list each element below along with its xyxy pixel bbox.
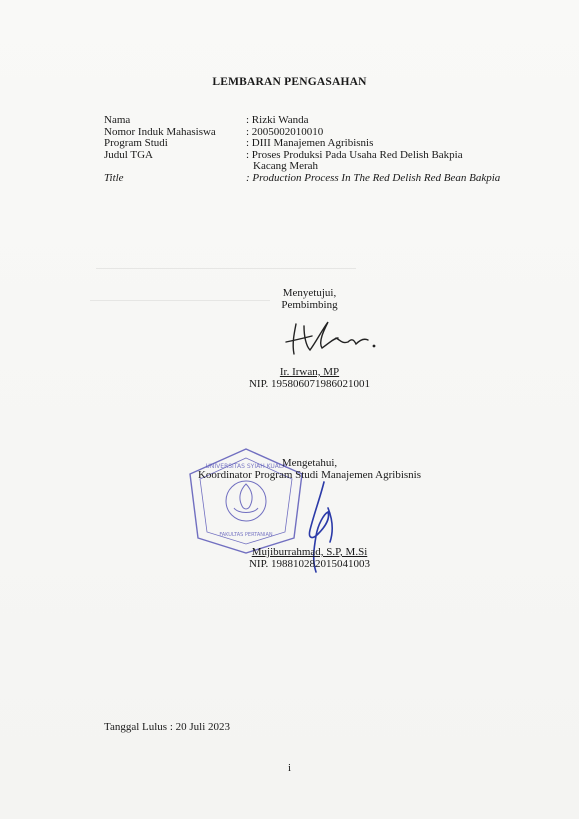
stamp-text-top: UNIVERSITAS SYIAH KUALA: [205, 463, 287, 470]
info-value: : Rizki Wanda: [246, 114, 309, 126]
info-value: : DIII Manajemen Agribisnis: [246, 137, 374, 149]
approval2-line2: Koordinator Program Studi Manajemen Agribisnis: [197, 469, 422, 481]
info-row-title: [104, 173, 546, 185]
approval1-line1: Menyetujui,: [282, 287, 337, 299]
info-value: : Production Process In The Red Delish Red Bean Bakpia: [246, 171, 501, 184]
approval2-signatory: [20, 546, 579, 570]
signature-advisor: [282, 316, 382, 358]
advisor-name: Ir. Irwan, MP: [279, 366, 340, 378]
info-row-name: [104, 115, 546, 127]
info-value: : 2005002010010: [246, 125, 324, 138]
info-label: Program Studi: [104, 137, 168, 149]
approval1-heading: [20, 287, 579, 311]
approval2-line1: Mengetahui,: [281, 457, 338, 469]
info-value-line2: Kacang Merah: [253, 160, 319, 172]
student-info: [104, 115, 546, 184]
coordinator-nip: NIP. 198810282015041003: [248, 558, 370, 570]
info-label: Judul TGA: [104, 148, 153, 161]
coordinator-name: Mujiburrahmad, S.P, M.Si: [251, 546, 368, 558]
scan-artifact: [96, 268, 356, 269]
page-title: LEMBARAN PENGASAHAN: [212, 76, 367, 88]
info-row-judul: [104, 150, 546, 173]
info-label: Title: [104, 171, 124, 184]
graduation-date: Tanggal Lulus : 20 Juli 2023: [104, 721, 231, 733]
info-value: [246, 150, 546, 173]
scan-artifact: [90, 300, 270, 301]
info-row-program: [104, 138, 546, 150]
info-label: Nomor Induk Mahasiswa: [104, 125, 216, 138]
advisor-nip: NIP. 195806071986021001: [248, 378, 370, 390]
info-label: Nama: [104, 114, 131, 126]
page-number: i: [287, 762, 292, 774]
info-value-line1: : Proses Produksi Pada Usaha Red Delish Bakpia: [246, 148, 463, 161]
approval1-signatory: [20, 366, 579, 390]
approval1-line2: Pembimbing: [281, 299, 338, 311]
stamp-text-bottom: FAKULTAS PERTANIAN: [219, 532, 273, 538]
